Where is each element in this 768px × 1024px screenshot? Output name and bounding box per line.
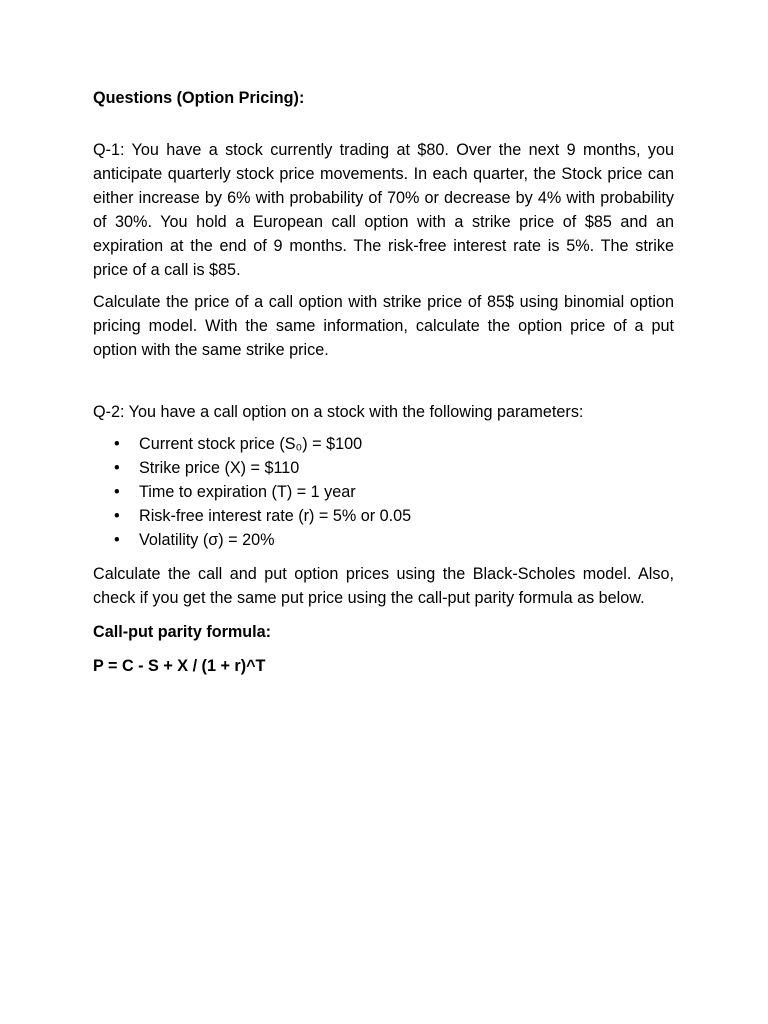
- q1-paragraph: Q-1: You have a stock currently trading at $80. Over the next 9 months, you anticipate quarterly stock price movements. In each quarter, the Stock price can either increase by 6% with probability of 70% or decrease by 4% with probability of 30%. You hold a European call option with a strike price of $85 and an expiration at the end of 9 months. The risk-free interest rate is 5%. The strike price of a call is $85.: [93, 141, 674, 279]
- q2-intro: Q-2: You have a call option on a stock with the following parameters:: [93, 403, 584, 421]
- document-title: Questions (Option Pricing):: [93, 89, 305, 107]
- list-item-text: Current stock price (S₀) = $100: [139, 435, 363, 453]
- spacer: [93, 112, 674, 138]
- q2-task-paragraph: Calculate the call and put option prices using the Black-Scholes model. Also, check if you get the same put price using the call-put parity formula as below.: [93, 565, 674, 607]
- list-item: [93, 504, 674, 528]
- bullet-icon: •: [114, 507, 120, 525]
- parity-formula: P = C - S + X / (1 + r)^T: [93, 657, 266, 675]
- bullet-icon: •: [114, 459, 120, 477]
- q2-parameter-list: [93, 432, 674, 552]
- list-item-text: Risk-free interest rate (r) = 5% or 0.05: [139, 507, 412, 525]
- q1-task-paragraph: Calculate the price of a call option with strike price of 85$ using binomial option pricing model. With the same information, calculate the option price of a put option with the same strike price.: [93, 293, 674, 359]
- list-item-text: Strike price (X) = $110: [139, 459, 300, 477]
- document-page: [93, 86, 674, 678]
- list-item-text: Volatility (σ) = 20%: [139, 531, 275, 549]
- bullet-icon: •: [114, 531, 120, 549]
- bullet-icon: •: [114, 483, 120, 501]
- parity-heading: Call-put parity formula:: [93, 623, 272, 641]
- list-item: [93, 480, 674, 504]
- list-item-text: Time to expiration (T) = 1 year: [139, 483, 356, 501]
- list-item: [93, 528, 674, 552]
- list-item: [93, 432, 674, 456]
- list-item: [93, 456, 674, 480]
- bullet-icon: •: [114, 435, 120, 453]
